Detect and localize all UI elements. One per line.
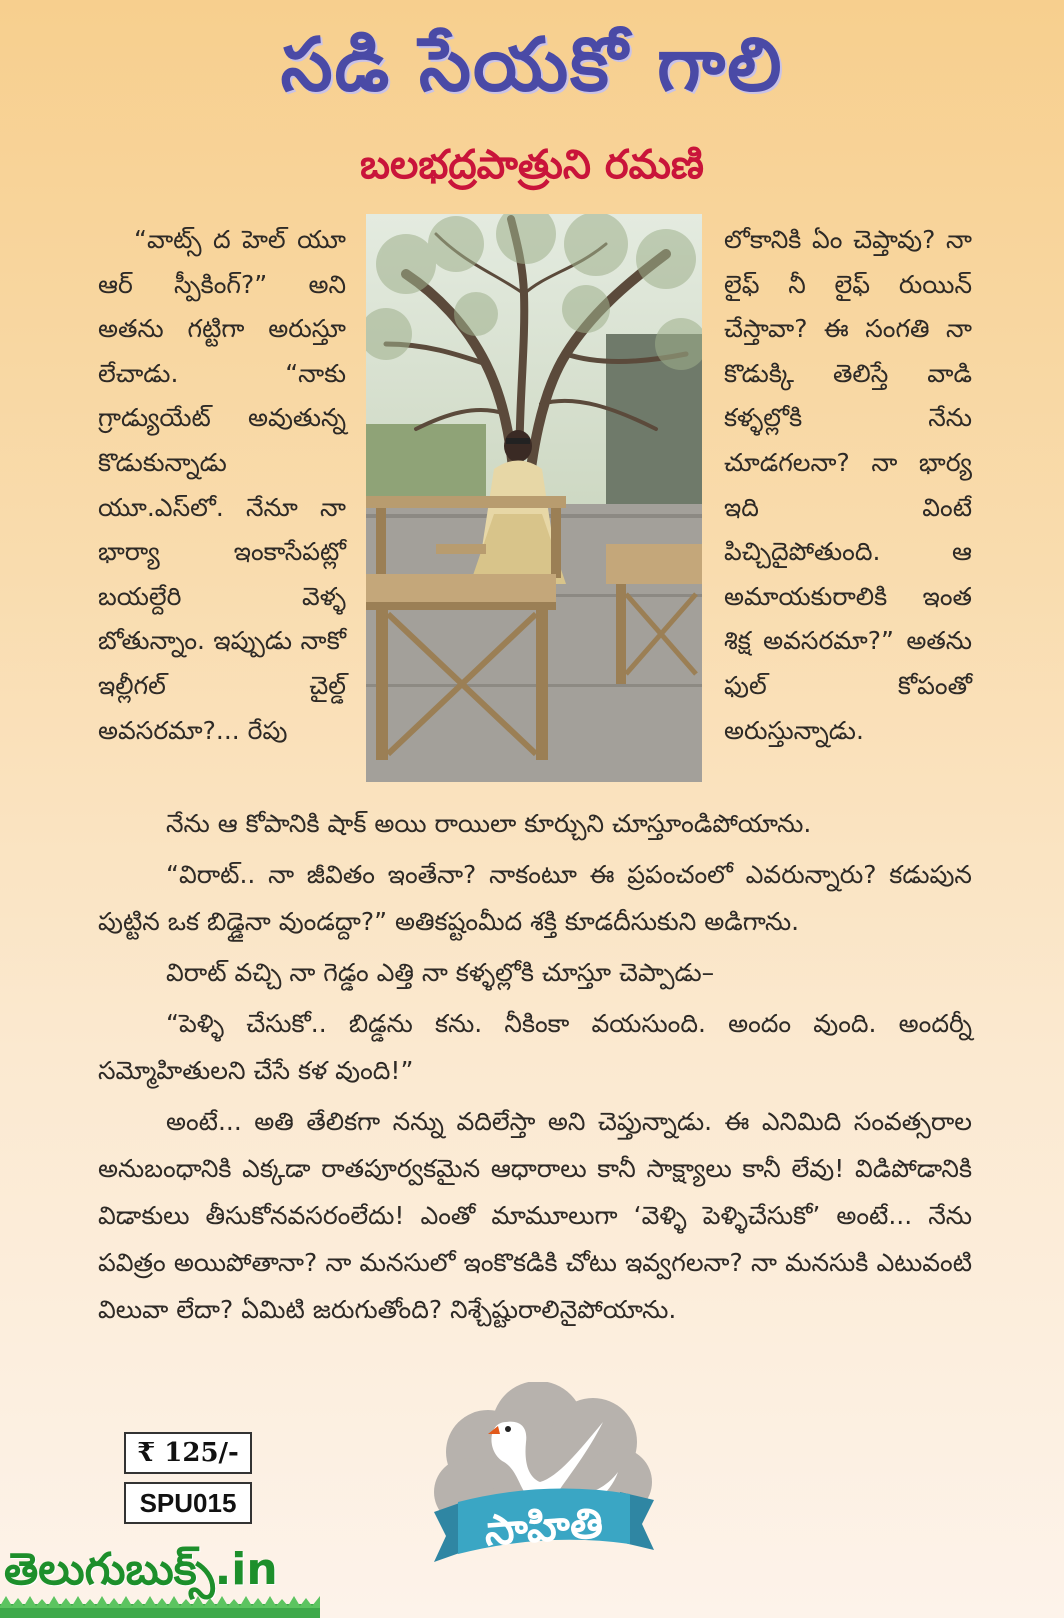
left-text-column [98,218,346,753]
author-photo-image [366,214,702,782]
right-text-column [724,218,972,753]
author-name: బలభద్రపాత్రుని రమణి [360,142,704,188]
paragraph: అంటే... అతి తేలికగా నన్ను వదిలేస్తా అని చెప్తున్నాడు. ఈ ఎనిమిది సంవత్సరాల అనుబంధానికి ఎక్కడా రాతపూర్వకమైన ఆధారాలు కానీ సాక్ష్యాలు కానీ లేవు! విడిపోడానికి విడాకులు తీసుకోనవసరంలేదు! ఎంతో మామూలుగా ‘వెళ్ళి పెళ్ళిచేసుకో’ అంటే... నేను పవిత్రం అయిపోతానా? నా మనసులో ఇంకొకడికి చోటు ఇవ్వగలనా? నా మనసుకి ఎటువంటి విలువా లేదా? ఏమిటి జరుగుతోంది? నిశ్చేష్టురాలినైపోయాను. [98,1107,972,1324]
grass-icon [0,1596,320,1618]
body-text [98,800,972,1337]
left-column-paragraph: “వాట్స్ ద హెల్ యూ ఆర్ స్పీకింగ్?” అని అతను గట్టిగా అరుస్తూ లేచాడు. “నాకు గ్రాడ్యుయేట్ అవుతున్న కొడుకున్నాడు యూ.ఎస్‌లో. నేనూ నా భార్యా ఇంకాసేపట్లో బయల్దేరి వెళ్ళ బోతున్నాం. ఇప్పుడు నాకో ఇల్లీగల్ చైల్డ్ అవసరమా?... రేపు [98,225,346,745]
paragraph: “పెళ్ళి చేసుకో.. బిడ్డను కను. నీకింకా వయసుంది. అందం వుంది. అందర్నీ సమ్మోహితులని చేసే కళ వుంది!” [98,1009,972,1085]
paragraph: “విరాట్.. నా జీవితం ఇంతేనా? నాకంటూ ఈ ప్రపంచంలో ఎవరున్నారు? కడుపున పుట్టిన ఒక బిడ్డైనా వుండద్దా?” అతికష్టంమీద శక్తి కూడదీసుకుని అడిగాను. [98,860,972,936]
grass-decoration [0,1596,320,1618]
paragraph: విరాట్ వచ్చి నా గెడ్డం ఎత్తి నా కళ్ళల్లోకి చూస్తూ చెప్పాడు– [166,958,715,987]
paragraph: నేను ఆ కోపానికి షాక్ అయి రాయిలా కూర్చుని చూస్తూండిపోయాను. [166,809,812,838]
publisher-logo [428,1382,660,1582]
website-watermark: తెలుగుబుక్స్.in [4,1544,278,1595]
publisher-name: సాహితి [482,1497,605,1556]
book-title: సడి సేయకో గాలి [280,22,784,108]
book-code-label: SPU015 [124,1482,252,1524]
right-column-paragraph: లోకానికి ఏం చెప్తావు? నా లైఫ్ నీ లైఫ్ రుయిన్ చేస్తావా? ఈ సంగతి నా కొడుక్కి తెలిస్తే వాడి కళ్ళల్లోకి నేను చూడగలనా? నా భార్య ఇది వింటే పిచ్చిదైపోతుంది. ఆ అమాయకురాలికి ఇంత శిక్ష అవసరమా?” అతను ఫుల్ కోపంతో అరుస్తున్నాడు. [724,225,972,745]
author-photo [366,214,702,782]
price-label: ₹ 125/- [124,1432,252,1474]
